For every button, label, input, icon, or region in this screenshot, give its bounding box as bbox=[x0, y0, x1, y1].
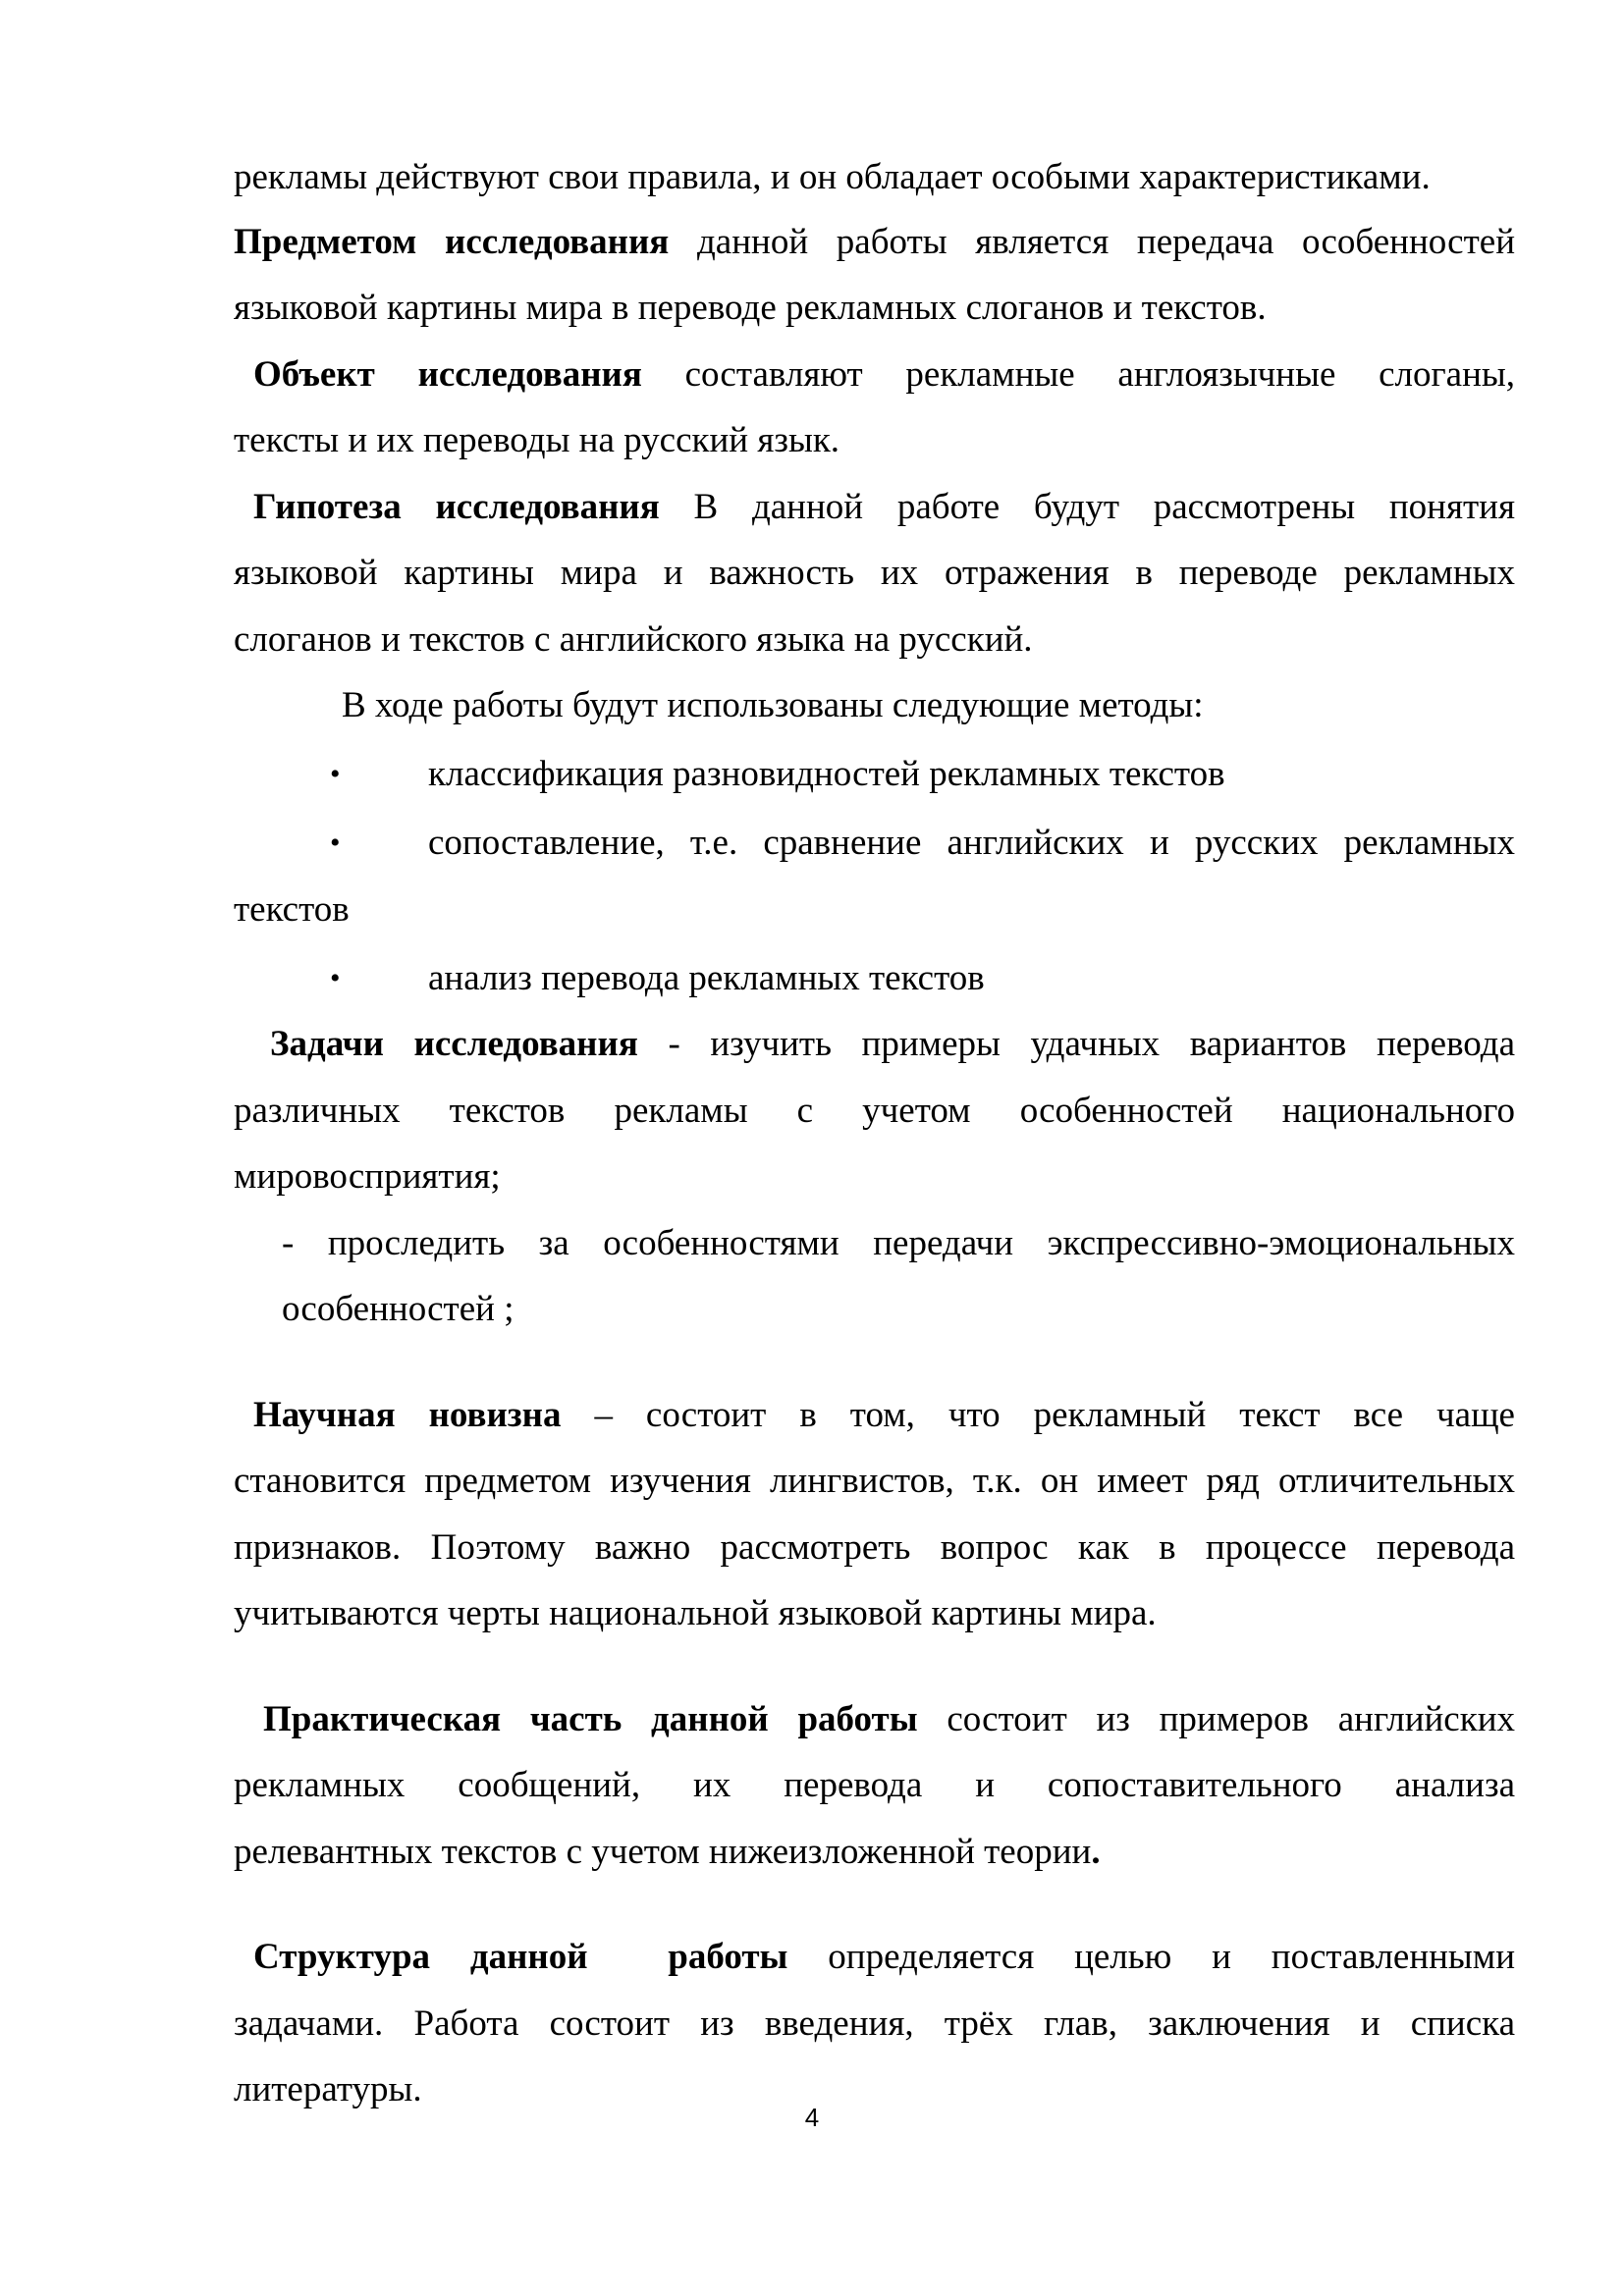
text-line: Научная новизна – состоит в том, что рекламный текст все чаще bbox=[253, 1395, 1515, 1435]
text-line: слоганов и текстов с английского языка на русский. bbox=[234, 619, 1033, 660]
bullet-item: анализ перевода рекламных текстов bbox=[428, 958, 985, 998]
text-line: литературы. bbox=[234, 2069, 422, 2109]
text-line: тексты и их переводы на русский язык. bbox=[234, 420, 840, 460]
text-line: релевантных текстов с учетом нижеизложенной теории. bbox=[234, 1832, 1101, 1872]
text-line: учитываются черты национальной языковой картины мира. bbox=[234, 1593, 1157, 1633]
text-line: - проследить за особенностями передачи экспрессивно-эмоциональных bbox=[282, 1223, 1515, 1263]
text-line: текстов bbox=[234, 889, 350, 930]
text-line: Предметом исследования данной работы является передача особенностей bbox=[234, 222, 1515, 262]
practical-heading: Практическая часть данной работы bbox=[263, 1699, 918, 1739]
structure-heading: Структура данной работы bbox=[253, 1937, 788, 1977]
text-line: языковой картины мира в переводе рекламных слоганов и текстов. bbox=[234, 288, 1267, 328]
subject-heading: Предметом исследования bbox=[234, 222, 670, 262]
novelty-heading: Научная новизна bbox=[253, 1395, 562, 1435]
tasks-heading: Задачи исследования bbox=[270, 1024, 638, 1064]
bullet-marker: • bbox=[330, 827, 341, 859]
bullet-item: классификация разновидностей рекламных текстов bbox=[428, 754, 1225, 794]
bullet-marker: • bbox=[330, 962, 341, 994]
text-line: Задачи исследования - изучить примеры удачных вариантов перевода bbox=[270, 1024, 1515, 1064]
text-line: рекламных сообщений, их перевода и сопоставительного анализа bbox=[234, 1765, 1515, 1805]
text-line: признаков. Поэтому важно рассмотреть вопрос как в процессе перевода bbox=[234, 1527, 1515, 1568]
text-line: Практическая часть данной работы состоит из примеров английских bbox=[263, 1699, 1516, 1739]
text-line: особенностей ; bbox=[282, 1289, 514, 1329]
text-line: различных текстов рекламы с учетом особенностей национального bbox=[234, 1091, 1515, 1131]
text-line: рекламы действуют свои правила, и он обладает особыми характеристиками. bbox=[234, 157, 1431, 197]
text-line: Структура данной работы определяется целью и поставленными bbox=[253, 1937, 1516, 1977]
page-number: 4 bbox=[804, 2103, 820, 2132]
bullet-item: сопоставление, т.е. сравнение английских и русских рекламных bbox=[428, 823, 1515, 863]
text-line: В ходе работы будут использованы следующие методы: bbox=[342, 685, 1204, 725]
text-line: Объект исследования составляют рекламные англоязычные слоганы, bbox=[253, 354, 1515, 395]
hypothesis-heading: Гипотеза исследования bbox=[253, 487, 660, 527]
text-line: Гипотеза исследования В данной работе будут рассмотрены понятия bbox=[253, 487, 1515, 527]
bullet-marker: • bbox=[330, 758, 341, 790]
text-line: задачами. Работа состоит из введения, трёх глав, заключения и списка bbox=[234, 2003, 1515, 2044]
text-line: становится предметом изучения лингвистов, т.к. он имеет ряд отличительных bbox=[234, 1461, 1515, 1501]
text-line: мировосприятия; bbox=[234, 1156, 501, 1197]
text-line: языковой картины мира и важность их отражения в переводе рекламных bbox=[234, 553, 1515, 593]
object-heading: Объект исследования bbox=[253, 354, 642, 395]
